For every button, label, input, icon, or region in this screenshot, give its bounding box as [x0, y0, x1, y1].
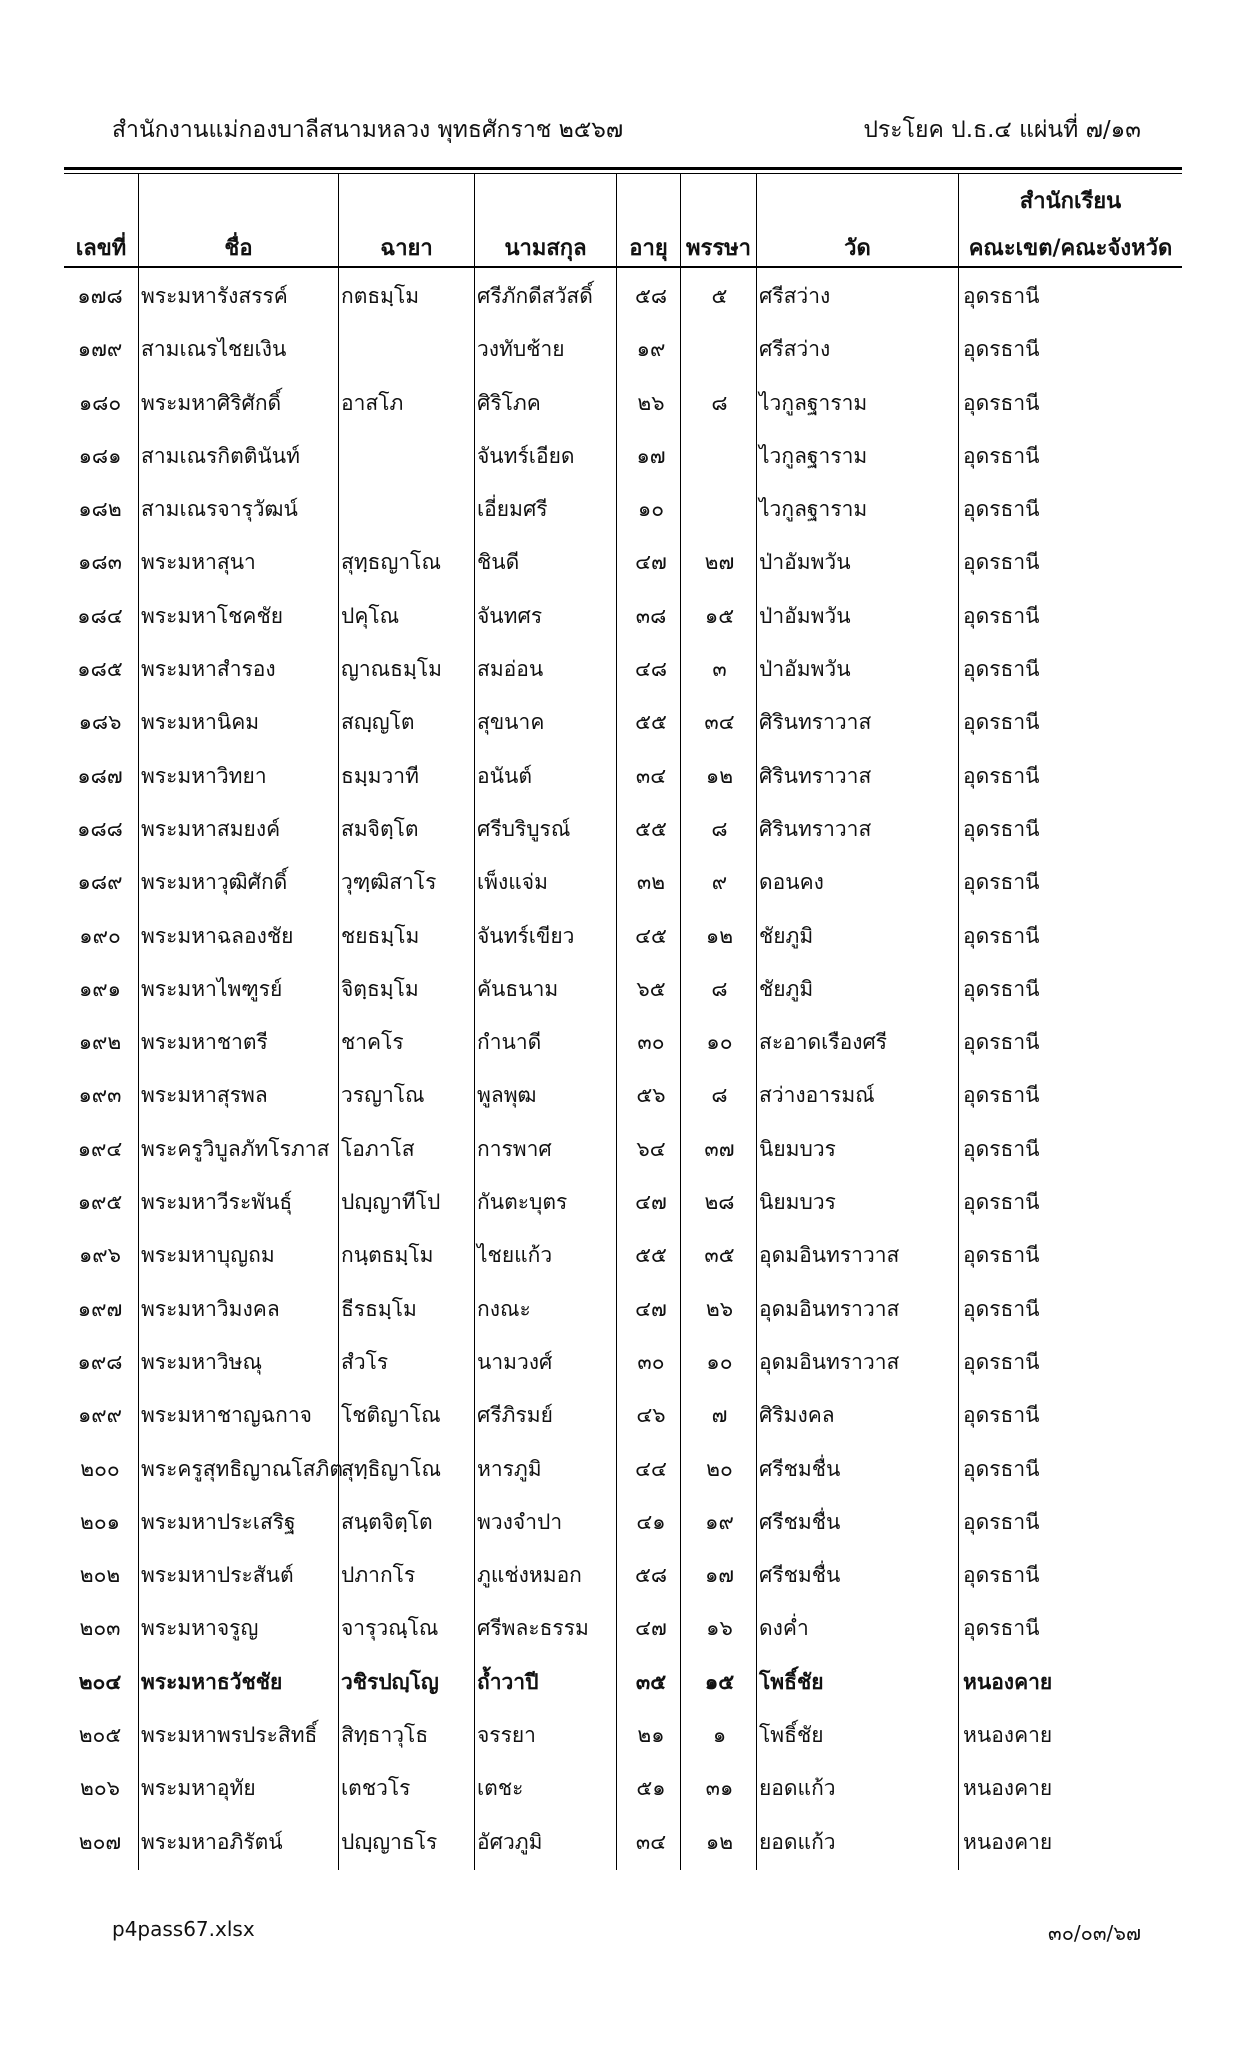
cell-no: ๑๘๘	[77, 816, 123, 841]
cell-name: พระมหาประเสริฐ	[141, 1509, 296, 1534]
cell-wat: อุดมอินทราวาส	[759, 1349, 900, 1374]
cell-wat: โพธิ์ชัย	[759, 1669, 824, 1694]
cell-age: ๔๘	[634, 657, 668, 682]
cell-no: ๑๙๕	[77, 1190, 123, 1215]
cell-name: พระมหาอภิรัตน์	[141, 1829, 283, 1854]
table-row	[0, 1441, 1243, 1494]
cell-phansa: ๒๖	[705, 1296, 734, 1321]
cell-office: หนองคาย	[963, 1829, 1053, 1854]
cell-name: พระมหาอุทัย	[141, 1776, 256, 1801]
cell-no: ๑๘๓	[78, 550, 122, 575]
cell-office: อุดรธานี	[963, 657, 1040, 682]
cell-surname: ศรีภิรมย์	[477, 1403, 553, 1428]
cell-age: ๓๕	[635, 1669, 667, 1694]
cell-surname: กงณะ	[477, 1296, 531, 1321]
table-row	[0, 1760, 1243, 1813]
table-row	[0, 1654, 1243, 1707]
cell-wat: อุดมอินทราวาส	[759, 1296, 900, 1321]
cell-office: อุดรธานี	[963, 1136, 1040, 1161]
table-row	[0, 694, 1243, 747]
cell-phansa: ๑๒	[705, 1829, 734, 1854]
table-row	[0, 1334, 1243, 1387]
cell-surname: ศรีบริบูรณ์	[477, 816, 571, 841]
cell-no: ๒๐๗	[78, 1829, 122, 1854]
cell-age: ๑๐	[637, 497, 665, 522]
cell-wat: ศิริมงคล	[759, 1403, 835, 1428]
cell-chaya: กตธมฺโม	[341, 284, 420, 308]
cell-wat: นิยมบวร	[759, 1190, 836, 1215]
cell-no: ๒๐๑	[80, 1509, 120, 1534]
col-header-office-line1: สำนักเรียน	[1019, 189, 1122, 214]
cell-no: ๑๗๙	[77, 337, 123, 362]
cell-phansa: ๑๖	[706, 1616, 733, 1641]
cell-no: ๑๙๐	[79, 923, 121, 948]
cell-chaya: ชยธมฺโม	[341, 923, 420, 948]
cell-phansa: ๑๐	[706, 1349, 733, 1374]
cell-age: ๔๗	[635, 1296, 667, 1321]
cell-chaya: ปญฺญาทีโป	[341, 1190, 441, 1215]
cell-chaya: สิทฺธาวุโธ	[341, 1723, 429, 1748]
cell-no: ๑๙๑	[78, 976, 122, 1001]
cell-age: ๒๖	[637, 390, 665, 415]
cell-no: ๑๙๔	[77, 1136, 123, 1161]
cell-office: อุดรธานี	[963, 1563, 1040, 1588]
table-row	[0, 268, 1243, 321]
cell-name: พระมหาศิริศักดิ์	[141, 390, 282, 415]
cell-phansa: ๘	[711, 816, 728, 841]
cell-chaya: กนฺตธมฺโม	[341, 1243, 434, 1268]
cell-surname: เพ็งแจ่ม	[477, 870, 548, 895]
cell-chaya: วรญาโณ	[341, 1083, 425, 1108]
cell-phansa: ๑๐	[706, 1030, 733, 1055]
table-row	[0, 1227, 1243, 1280]
cell-surname: คันธนาม	[477, 976, 559, 1001]
cell-wat: ศรีสว่าง	[759, 337, 831, 362]
cell-office: หนองคาย	[963, 1723, 1053, 1748]
table-row	[0, 1547, 1243, 1600]
header-sheet-info: ประโยค ป.ธ.๔ แผ่นที่ ๗/๑๓	[863, 117, 1141, 143]
col-header-chaya: ฉายา	[380, 236, 433, 261]
cell-phansa: ๑๗	[704, 1563, 735, 1588]
cell-no: ๑๘๑	[78, 443, 122, 468]
cell-name: พระครูสุทธิญาณโสภิต	[141, 1456, 343, 1481]
cell-chaya: สุทฺธิญาโณ	[341, 1456, 441, 1481]
cell-wat: ยอดแก้ว	[759, 1829, 836, 1854]
cell-age: ๓๔	[635, 763, 667, 788]
cell-no: ๑๙๘	[77, 1349, 123, 1374]
cell-wat: ศิรินทราวาส	[759, 816, 872, 841]
cell-no: ๑๘๖	[78, 710, 122, 735]
cell-wat: ศิรินทราวาส	[759, 763, 872, 788]
cell-office: อุดรธานี	[963, 1083, 1040, 1108]
cell-no: ๒๐๓	[79, 1616, 121, 1641]
cell-age: ๓๐	[637, 1030, 665, 1055]
cell-phansa: ๓๑	[705, 1776, 734, 1801]
cell-wat: อุดมอินทราวาส	[759, 1243, 900, 1268]
cell-name: พระมหารังสรรค์	[141, 284, 288, 308]
cell-chaya: เตชวโร	[341, 1776, 411, 1801]
cell-phansa: ๑	[712, 1723, 727, 1748]
cell-no: ๑๙๓	[78, 1083, 122, 1108]
cell-age: ๔๔	[635, 1456, 667, 1481]
cell-wat: ชัยภูมิ	[759, 923, 814, 948]
cell-no: ๑๙๙	[77, 1403, 123, 1428]
cell-office: อุดรธานี	[963, 1456, 1040, 1481]
cell-age: ๔๗	[635, 550, 667, 575]
cell-name: พระมหาวิทยา	[141, 763, 267, 788]
cell-no: ๑๘๗	[77, 763, 123, 788]
header-office-title: สำนักงานแม่กองบาลีสนามหลวง พุทธศักราช ๒๕๖๗	[112, 117, 624, 143]
table-row	[0, 961, 1243, 1014]
cell-office: อุดรธานี	[963, 870, 1040, 895]
cell-name: พระครูวิบูลภัทโรภาส	[141, 1136, 330, 1161]
table-row	[0, 588, 1243, 641]
cell-no: ๑๘๙	[77, 870, 123, 895]
cell-surname: พูลพุฒ	[477, 1083, 537, 1108]
table-row	[0, 801, 1243, 854]
cell-chaya: ธมฺมวาที	[341, 763, 419, 788]
cell-surname: หารภูมิ	[477, 1456, 542, 1481]
cell-name: พระมหาชาญฉกาจ	[141, 1403, 312, 1428]
table-row	[0, 481, 1243, 534]
cell-wat: ศรีสว่าง	[759, 284, 831, 308]
cell-no: ๒๐๔	[78, 1669, 122, 1694]
cell-name: พระมหาวิษณุ	[141, 1349, 262, 1374]
cell-surname: จันทร์เอียด	[477, 443, 575, 468]
cell-surname: สมอ่อน	[477, 657, 544, 682]
cell-wat: ดงค่ำ	[759, 1616, 809, 1641]
cell-wat: ป่าอัมพวัน	[759, 657, 851, 682]
table-row	[0, 1067, 1243, 1120]
cell-chaya: จารุวณฺโณ	[341, 1616, 439, 1641]
cell-chaya: สมจิตฺโต	[341, 816, 419, 841]
col-header-name: ชื่อ	[224, 236, 253, 261]
cell-name: สามเณรไชยเงิน	[141, 337, 287, 362]
cell-wat: โพธิ์ชัย	[759, 1723, 824, 1748]
cell-age: ๑๙	[636, 337, 666, 362]
cell-phansa: ๓๗	[704, 1136, 735, 1161]
cell-wat: ไวกูลฐาราม	[759, 443, 868, 468]
top-rule-thick	[64, 167, 1182, 170]
cell-phansa: ๓๕	[704, 1243, 735, 1268]
cell-age: ๑๗	[636, 443, 666, 468]
table-row	[0, 375, 1243, 428]
cell-surname: อนันต์	[477, 763, 532, 788]
table-row	[0, 428, 1243, 481]
cell-no: ๑๙๗	[77, 1296, 123, 1321]
cell-surname: จันทร์เขียว	[477, 923, 575, 948]
cell-office: อุดรธานี	[963, 1243, 1040, 1268]
candidate-table-body	[0, 268, 1243, 1867]
cell-name: พระมหานิคม	[141, 710, 260, 735]
cell-age: ๕๘	[634, 284, 668, 308]
cell-name: พระมหาธวัชชัย	[141, 1669, 283, 1694]
table-row	[0, 1494, 1243, 1547]
cell-office: อุดรธานี	[963, 1616, 1040, 1641]
cell-office: อุดรธานี	[963, 603, 1040, 628]
cell-wat: ป่าอัมพวัน	[759, 550, 851, 575]
cell-no: ๑๘๒	[78, 497, 122, 522]
cell-name: พระมหาสมยงค์	[141, 816, 281, 841]
table-row	[0, 908, 1243, 961]
cell-chaya: สุทฺธญาโณ	[341, 550, 441, 575]
cell-office: อุดรธานี	[963, 390, 1040, 415]
cell-office: อุดรธานี	[963, 1349, 1040, 1374]
cell-office: หนองคาย	[963, 1776, 1053, 1801]
cell-surname: ศรีพละธรรม	[477, 1616, 589, 1641]
cell-phansa: ๓๔	[704, 710, 735, 735]
cell-name: พระมหาพรประสิทธิ์	[141, 1723, 318, 1748]
cell-surname: ศิริโภค	[477, 390, 541, 415]
footer-filename: p4pass67.xlsx	[112, 1917, 255, 1941]
cell-chaya: โอภาโส	[341, 1136, 415, 1161]
cell-name: พระมหาโชคชัย	[141, 603, 284, 628]
cell-age: ๓๐	[637, 1349, 665, 1374]
cell-chaya: วชิรปญฺโญ	[341, 1669, 439, 1694]
table-row	[0, 748, 1243, 801]
cell-name: พระมหาจรูญ	[141, 1616, 259, 1641]
cell-name: พระมหาไพฑูรย์	[141, 976, 283, 1001]
cell-name: พระมหาประสันต์	[141, 1563, 294, 1588]
cell-no: ๑๗๘	[77, 284, 123, 308]
cell-office: อุดรธานี	[963, 284, 1040, 308]
cell-office: อุดรธานี	[963, 1509, 1040, 1534]
table-row	[0, 641, 1243, 694]
table-row	[0, 1281, 1243, 1334]
cell-wat: ป่าอัมพวัน	[759, 603, 851, 628]
cell-surname: นามวงศ์	[477, 1349, 553, 1374]
cell-office: อุดรธานี	[963, 1030, 1040, 1055]
cell-surname: กันตะบุตร	[477, 1190, 568, 1215]
cell-name: พระมหาชาตรี	[141, 1030, 268, 1055]
cell-name: พระมหาวุฒิศักดิ์	[141, 870, 288, 895]
cell-chaya: ญาณธมฺโม	[341, 657, 442, 682]
cell-phansa: ๑๕	[704, 1669, 735, 1694]
cell-no: ๑๙๖	[78, 1243, 122, 1268]
cell-surname: กำนาดี	[477, 1030, 542, 1055]
cell-chaya: วุฑฺฒิสาโร	[341, 870, 437, 895]
table-row	[0, 1814, 1243, 1867]
cell-age: ๔๕	[635, 923, 667, 948]
cell-chaya: ชาคโร	[341, 1030, 404, 1055]
cell-wat: ศรีชมชื่น	[759, 1456, 841, 1481]
cell-age: ๔๖	[636, 1403, 666, 1428]
cell-office: อุดรธานี	[963, 923, 1040, 948]
cell-age: ๔๗	[635, 1616, 667, 1641]
cell-surname: เอี่ยมศรี	[477, 497, 548, 522]
cell-office: อุดรธานี	[963, 337, 1040, 362]
cell-age: ๔๗	[635, 1190, 667, 1215]
cell-office: อุดรธานี	[963, 976, 1040, 1001]
cell-office: อุดรธานี	[963, 763, 1040, 788]
cell-surname: ศรีภักดีสวัสดิ์	[477, 284, 593, 308]
cell-wat: สะอาดเรืองศรี	[759, 1030, 888, 1055]
cell-age: ๓๘	[635, 603, 667, 628]
cell-wat: ดอนคง	[759, 870, 824, 895]
cell-age: ๕๕	[635, 710, 667, 735]
cell-chaya: อาสโภ	[341, 390, 404, 415]
cell-chaya: ปญฺญาธโร	[341, 1829, 438, 1854]
cell-wat: ชัยภูมิ	[759, 976, 814, 1001]
cell-age: ๕๕	[635, 816, 667, 841]
cell-age: ๔๑	[636, 1509, 666, 1534]
cell-name: พระมหาบุญถม	[141, 1243, 275, 1268]
table-row	[0, 1387, 1243, 1440]
cell-phansa: ๗	[711, 1403, 728, 1428]
cell-phansa: ๒๗	[704, 550, 735, 575]
col-header-office-line2: คณะเขต/คณะจังหวัด	[968, 236, 1173, 261]
cell-office: อุดรธานี	[963, 816, 1040, 841]
cell-name: สามเณรกิตตินันท์	[141, 443, 300, 468]
col-header-age: อายุ	[629, 236, 668, 261]
cell-surname: จันทศร	[477, 603, 543, 628]
cell-name: สามเณรจารุวัฒน์	[141, 497, 298, 522]
cell-phansa: ๑๒	[705, 923, 734, 948]
cell-wat: นิยมบวร	[759, 1136, 836, 1161]
cell-surname: วงทับช้าย	[477, 337, 565, 362]
cell-surname: ชินดี	[477, 550, 520, 575]
cell-chaya: โชติญาโณ	[341, 1403, 441, 1428]
cell-wat: ไวกูลฐาราม	[759, 390, 868, 415]
cell-office: อุดรธานี	[963, 1190, 1040, 1215]
cell-phansa: ๒๘	[704, 1190, 735, 1215]
cell-surname: ถ้ำวาปี	[477, 1669, 539, 1694]
col-header-no: เลขที่	[75, 236, 127, 261]
cell-age: ๓๔	[635, 1829, 667, 1854]
cell-phansa: ๘	[711, 390, 728, 415]
cell-wat: ศิรินทราวาส	[759, 710, 872, 735]
cell-age: ๕๕	[635, 1243, 667, 1268]
cell-surname: สุขนาค	[477, 710, 545, 735]
table-row	[0, 1707, 1243, 1760]
cell-phansa: ๓	[712, 657, 727, 682]
cell-surname: ไชยแก้ว	[477, 1243, 553, 1268]
cell-name: พระมหาสุนา	[141, 550, 256, 575]
cell-chaya: จิตฺธมฺโม	[341, 976, 419, 1001]
col-header-phansa: พรรษา	[686, 236, 751, 261]
cell-no: ๒๐๕	[78, 1723, 122, 1748]
cell-phansa: ๑๕	[704, 603, 735, 628]
cell-phansa: ๘	[711, 1083, 728, 1108]
cell-phansa: ๙	[711, 870, 728, 895]
cell-chaya: ปภากโร	[341, 1563, 416, 1588]
table-row	[0, 1121, 1243, 1174]
table-row	[0, 1600, 1243, 1653]
table-row	[0, 321, 1243, 374]
cell-name: พระมหาวีระพันธุ์	[141, 1190, 293, 1215]
cell-phansa: ๑๒	[705, 763, 734, 788]
cell-age: ๓๒	[636, 870, 666, 895]
cell-chaya: สญฺญโต	[341, 710, 415, 735]
cell-phansa: ๒๐	[706, 1456, 733, 1481]
table-row	[0, 1174, 1243, 1227]
cell-phansa: ๘	[711, 976, 728, 1001]
cell-no: ๑๘๐	[78, 390, 122, 415]
cell-surname: เตชะ	[477, 1776, 524, 1801]
table-row	[0, 854, 1243, 907]
cell-no: ๑๘๔	[77, 603, 123, 628]
cell-wat: ศรีชมชื่น	[759, 1563, 841, 1588]
cell-age: ๖๔	[636, 1136, 666, 1161]
cell-office: อุดรธานี	[963, 497, 1040, 522]
top-rule-thin	[64, 173, 1182, 174]
cell-wat: ยอดแก้ว	[759, 1776, 836, 1801]
cell-age: ๕๖	[636, 1083, 666, 1108]
cell-chaya: สนฺตจิตฺโต	[341, 1509, 433, 1534]
cell-no: ๒๐๐	[80, 1456, 120, 1481]
cell-name: พระมหาสำรอง	[141, 657, 276, 682]
cell-age: ๕๘	[634, 1563, 668, 1588]
cell-surname: พวงจำปา	[477, 1509, 563, 1534]
cell-wat: ศรีชมชื่น	[759, 1509, 841, 1534]
cell-age: ๒๑	[637, 1723, 665, 1748]
cell-office: อุดรธานี	[963, 1403, 1040, 1428]
cell-surname: อัศวภูมิ	[477, 1829, 543, 1854]
table-row	[0, 1014, 1243, 1067]
cell-name: พระมหาวิมงคล	[141, 1296, 280, 1321]
cell-phansa: ๑๙	[705, 1509, 734, 1534]
cell-wat: ไวกูลฐาราม	[759, 497, 868, 522]
cell-no: ๑๙๒	[78, 1030, 122, 1055]
cell-phansa: ๕	[711, 284, 728, 308]
cell-chaya: สํวโร	[341, 1349, 389, 1374]
cell-office: อุดรธานี	[963, 443, 1040, 468]
cell-name: พระมหาสุรพล	[141, 1083, 268, 1108]
cell-no: ๑๘๕	[77, 657, 123, 682]
cell-no: ๒๐๖	[80, 1776, 120, 1801]
cell-age: ๖๕	[636, 976, 666, 1001]
cell-surname: การพาศ	[477, 1136, 552, 1161]
footer-date: ๓๐/๐๓/๖๗	[1048, 1921, 1141, 1945]
table-row	[0, 534, 1243, 587]
cell-office: อุดรธานี	[963, 710, 1040, 735]
cell-office: อุดรธานี	[963, 1296, 1040, 1321]
cell-surname: จรรยา	[477, 1723, 536, 1748]
cell-age: ๕๑	[636, 1776, 666, 1801]
cell-surname: ภูแช่งหมอก	[477, 1563, 582, 1588]
cell-office: อุดรธานี	[963, 550, 1040, 575]
cell-no: ๒๐๒	[79, 1563, 121, 1588]
col-header-surname: นามสกุล	[504, 236, 587, 261]
col-header-wat: วัด	[844, 236, 871, 261]
cell-office: หนองคาย	[963, 1669, 1053, 1694]
cell-wat: สว่างอารมณ์	[759, 1083, 875, 1108]
cell-chaya: ธีรธมฺโม	[341, 1296, 417, 1321]
cell-chaya: ปคุโณ	[341, 603, 400, 628]
cell-name: พระมหาฉลองชัย	[141, 923, 294, 948]
